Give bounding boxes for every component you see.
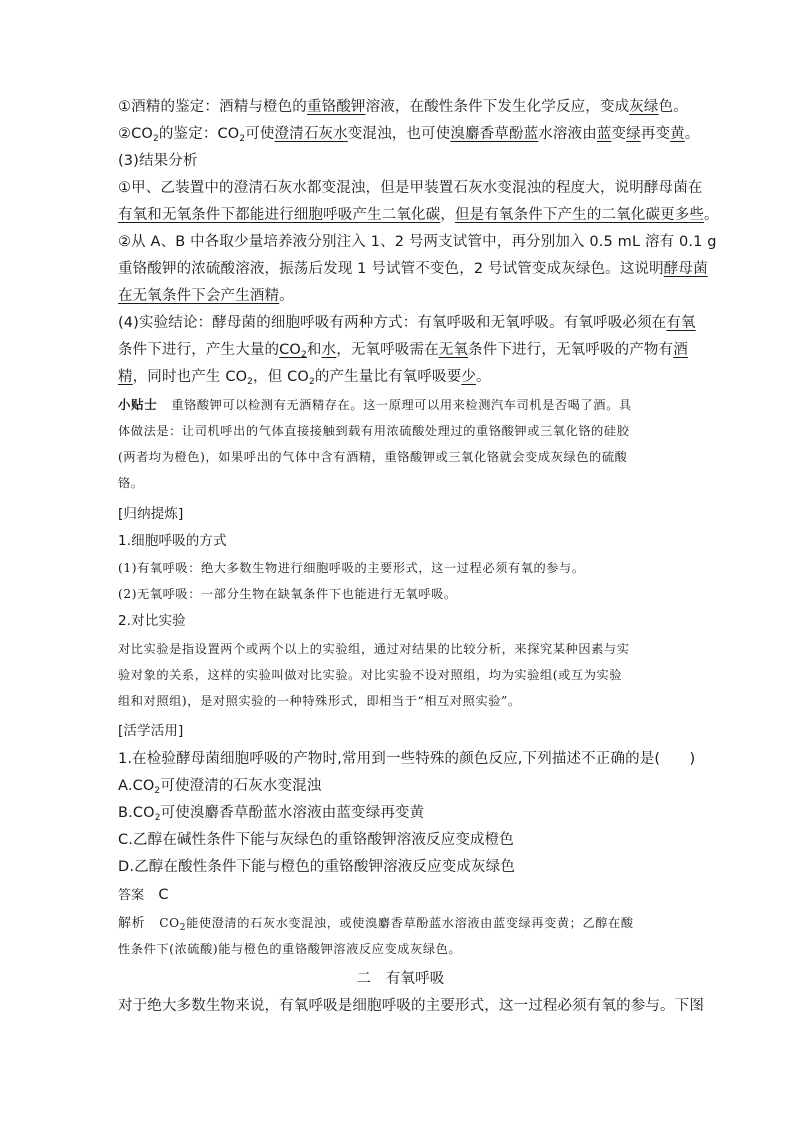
summary-anaerobic: (2)无氧呼吸：一部分生物在缺氧条件下也能进行无氧呼吸。 <box>118 587 457 601</box>
answer-blank: 有氧 <box>666 315 696 331</box>
option-d: D.乙醇在酸性条件下能与橙色的重铬酸钾溶液反应变成灰绿色 <box>118 859 515 875</box>
summary-point-1-title: 1.细胞呼吸的方式 <box>118 533 227 549</box>
option-c: C.乙醇在碱性条件下能与灰绿色的重铬酸钾溶液反应变成橙色 <box>118 832 514 848</box>
section-title-aerobic: 二 有氧呼吸 <box>356 971 445 987</box>
alcohol-identification-line: ①酒精的鉴定：酒精与橙色的重铬酸钾溶液，在酸性条件下发生化学反应，变成灰绿色。 <box>118 99 688 115</box>
answer-blank: 但是有氧条件下产生的二氧化碳更多些 <box>454 207 705 223</box>
tip-line4: 铬。 <box>118 476 144 490</box>
answer-blank: 黄 <box>670 126 685 142</box>
summary-contrast-line3: 组和对照组)，是对照实验的一种特殊形式，即相当于“相互对照实验”。 <box>118 694 521 708</box>
answer-line <box>118 884 683 907</box>
answer-blank: 有氧和无氧条件下都能进行细胞呼吸产生二氧化碳 <box>118 207 441 223</box>
tip-line1: 小贴士 重铬酸钾可以检测有无酒精存在。这一原理可以用来检测汽车司机是否喝了酒。具 <box>118 397 632 412</box>
explanation-label: 解析 <box>118 916 146 931</box>
answer-blank: 灰绿 <box>629 99 659 115</box>
option-a: $A.CO_2$可使澄清的石灰水变混浊 <box>118 778 322 796</box>
answer-blank: $CO_2$ <box>279 342 307 360</box>
summary-contrast-line2: 验对象的关系，这样的实验叫做对比实验。对比实验不设对照组，均为实验组(或互为实验 <box>118 668 623 682</box>
conclusion-line3: 精，同时也产生 $CO_2$，但 $CO_2$的产生量比有氧呼吸要少。 <box>118 369 491 387</box>
summary-contrast-line1: 对比实验是指设置两个或两个以上的实验组，通过对结果的比较分析，来探究某种因素与实 <box>118 642 630 656</box>
practice-heading: [活学活用] <box>118 723 184 739</box>
answer-blank: 澄清石灰水 <box>274 126 348 142</box>
tip-label: 小贴士 <box>118 397 158 412</box>
answer-blank: 无氧 <box>438 342 469 358</box>
tip-line3: (两者均为橙色)，如果呼出的气体中含有酒精，重铬酸钾或三氧化铬就会变成灰绿色的硫酸 <box>118 450 628 464</box>
result-analysis-2-line2: 重铬酸钾的浓硫酸溶液，振荡后发现 1 号试管不变色，2 号试管变成灰绿色。这说明酵母菌 <box>118 261 708 277</box>
tip-line2: 体做法是：让司机呼出的气体直接接触到载有用浓硫酸处理过的重铬酸钾或三氧化铬的硅胶 <box>118 424 630 438</box>
answer-blank: 绿 <box>626 126 641 142</box>
answer-label: 答案 <box>118 888 145 903</box>
answer-blank: 重铬酸钾 <box>306 99 366 115</box>
answer-blank: 少 <box>461 369 476 385</box>
answer-blank: 水 <box>321 342 337 358</box>
conclusion-line2: 条件下进行，产生大量的$CO_2$和水，无氧呼吸需在无氧条件下进行，无氧呼吸的产物有酒 <box>118 342 688 360</box>
summary-heading: [归纳提炼] <box>118 506 184 522</box>
co2-identification-line: $②CO_2$的鉴定：$CO_2$可使澄清石灰水变混浊，也可使溴麝香草酚蓝水溶液由蓝变绿再变黄。 <box>118 126 700 144</box>
answer-blank: 酵母菌 <box>663 261 708 277</box>
option-b: $B.CO_2$可使溴麝香草酚蓝水溶液由蓝变绿再变黄 <box>118 805 425 823</box>
answer-value: C <box>158 887 169 903</box>
answer-blank: 溴麝香草酚蓝 <box>450 126 539 142</box>
result-analysis-2-line1: ②从 A、B 中各取少量培养液分别注入 1、2 号两支试管中，再分别加入 0.5 mL 溶有 0.1 g <box>118 234 717 250</box>
body-text-last-line: 对于绝大多数生物来说，有氧呼吸是细胞呼吸的主要形式，这一过程必须有氧的参与。下图 <box>118 998 704 1014</box>
answer-blank: 蓝 <box>596 126 612 142</box>
answer-blank: 酒 <box>673 342 688 358</box>
answer-blank: 精 <box>118 369 133 385</box>
answer-blank: 在无氧条件下会产生酒精 <box>118 288 280 304</box>
explanation-line1: 解析 $CO_2$能使澄清的石灰水变混浊，或使溴麝香草酚蓝水溶液由蓝变绿再变黄；乙醇在酸 <box>118 916 634 933</box>
question-stem: 1.在检验酵母菌细胞呼吸的产物时,常用到一些特殊的颜色反应,下列描述不正确的是( ) <box>118 751 696 767</box>
result-analysis-1-line1: ①甲、乙装置中的澄清石灰水都变混浊，但是甲装置石灰水变混浊的程度大，说明酵母菌在 <box>118 180 703 196</box>
result-analysis-1-line2: 有氧和无氧条件下都能进行细胞呼吸产生二氧化碳，但是有氧条件下产生的二氧化碳更多些。 <box>118 207 719 223</box>
summary-point-2-title: 2.对比实验 <box>118 613 186 629</box>
explanation-line2: 性条件下(浓硫酸)能与橙色的重铬酸钾溶液反应变成灰绿色。 <box>118 942 462 956</box>
result-analysis-2-line3: 在无氧条件下会产生酒精。 <box>118 288 294 304</box>
conclusion-line1: (4)实验结论：酵母菌的细胞呼吸有两种方式：有氧呼吸和无氧呼吸。有氧呼吸必须在有氧 <box>118 315 696 331</box>
section-heading-results: (3)结果分析 <box>118 153 198 169</box>
summary-aerobic: (1)有氧呼吸：绝大多数生物进行细胞呼吸的主要形式，这一过程必须有氧的参与。 <box>118 561 585 575</box>
